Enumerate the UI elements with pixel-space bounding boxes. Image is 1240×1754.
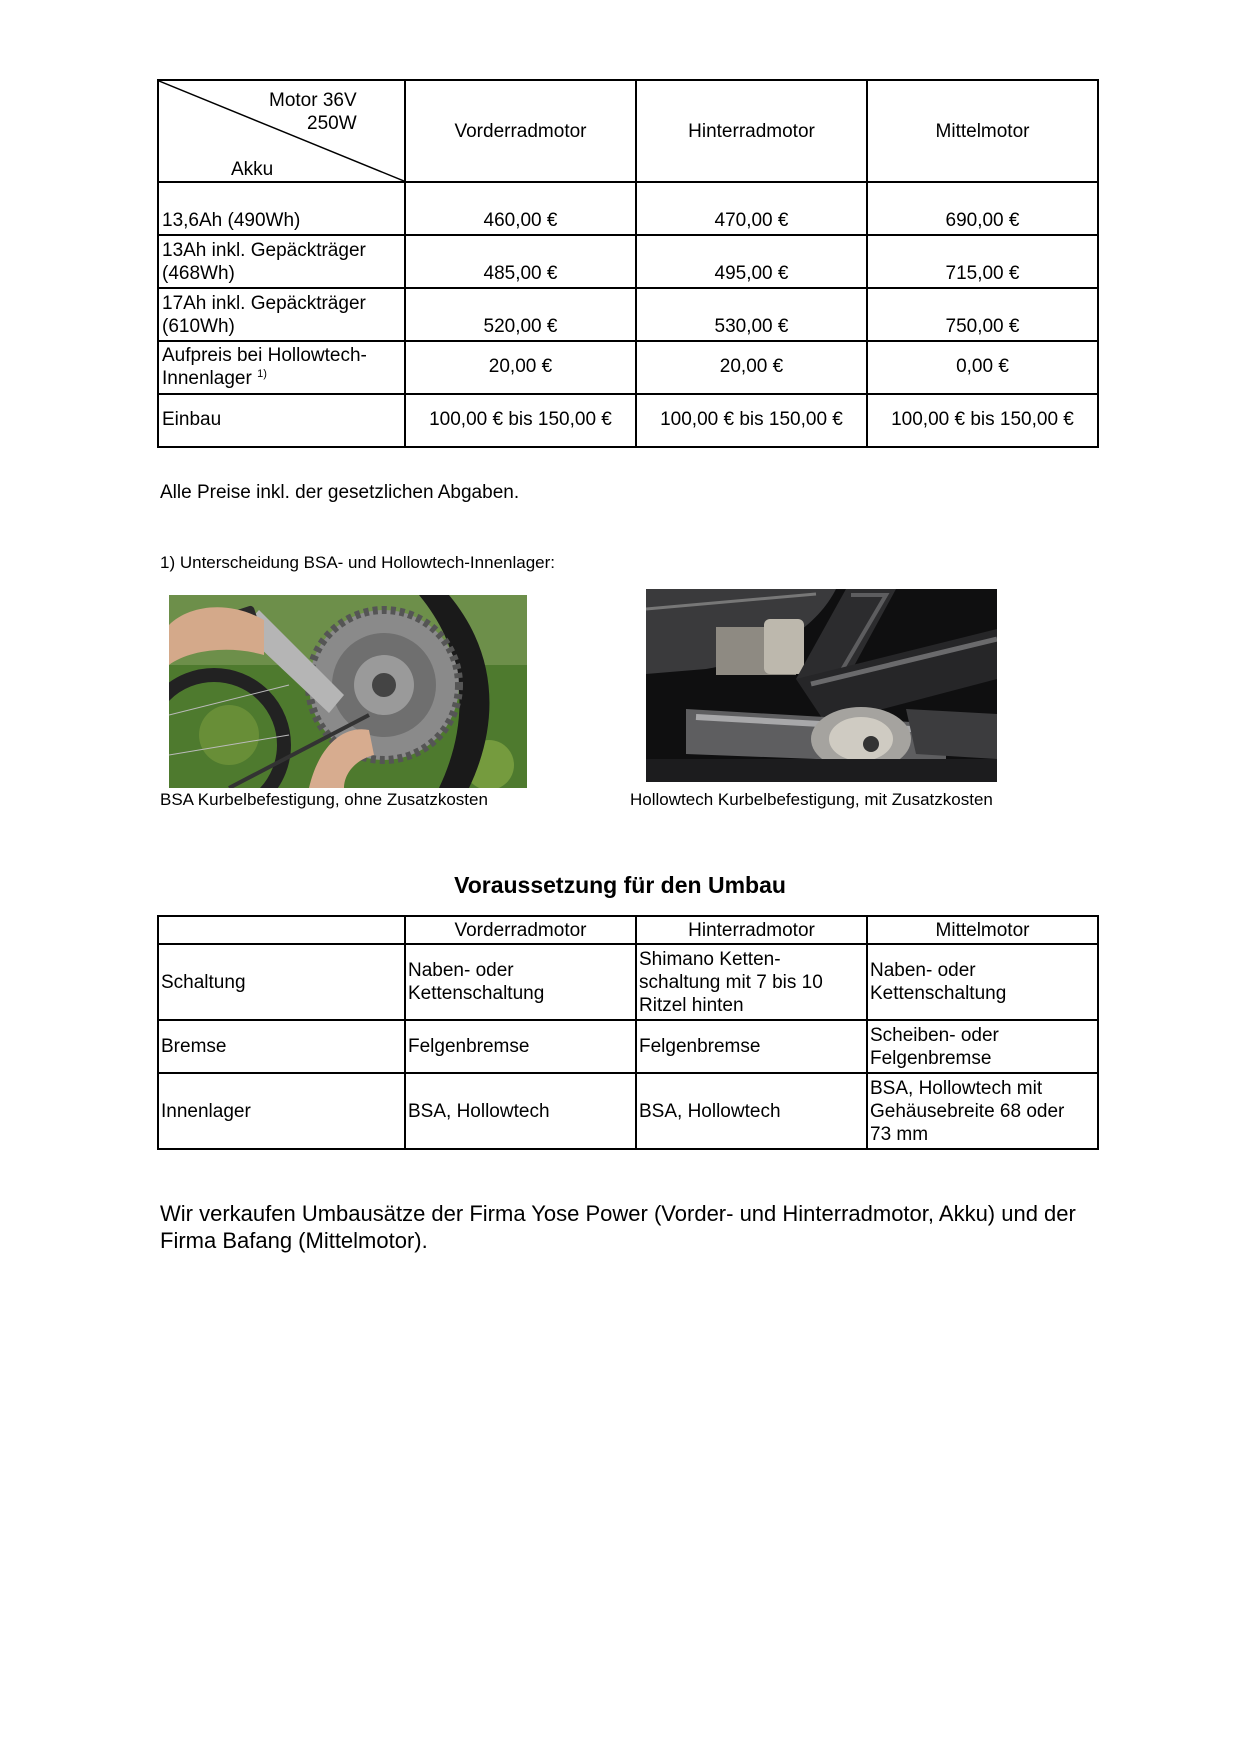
table-row [158,1020,1098,1073]
price-cell: 530,00 € [636,288,867,341]
cell-line: 73 mm [870,1123,929,1145]
hollowtech-caption: Hollowtech Kurbelbefestigung, mit Zusatzkosten [630,790,993,809]
cell-line: Naben- oder [408,960,514,981]
row-label [158,394,405,447]
table-row [158,235,1098,288]
cell-line: Gehäusebreite 68 oder [870,1100,1065,1122]
row-label-line1: Aufpreis bei Hollowtech- [162,344,367,366]
requirement-cell [867,1020,1098,1073]
motor-label-line2: 250W [307,113,357,134]
row-label-line2: Innenlager [162,367,252,389]
requirement-cell [636,1020,867,1073]
bsa-crank-photo [169,595,527,788]
column-header: Mittelmotor [867,80,1098,182]
column-header: Mittelmotor [867,916,1098,944]
price-cell: 0,00 € [867,341,1098,394]
cell-line: BSA, Hollowtech [639,1100,781,1122]
price-cell: 100,00 € bis 150,00 € [867,394,1098,447]
row-label [158,341,405,394]
motor-label [269,89,357,135]
prices-note: Alle Preise inkl. der gesetzlichen Abgaben. [160,482,520,503]
column-header: Vorderradmotor [405,916,636,944]
table-row [158,288,1098,341]
cell-line: Naben- oder [870,960,976,981]
footnote-heading: 1) Unterscheidung BSA- und Hollowtech-Innenlager: [160,553,556,572]
price-cell: 100,00 € bis 150,00 € [636,394,867,447]
requirements-table [157,915,1099,1150]
footnote-marker: 1) [257,367,267,380]
cell-line: Ritzel hinten [639,994,744,1016]
price-table-header-row [158,80,1098,182]
cell-line: BSA, Hollowtech mit [870,1077,1043,1099]
cell-line: Shimano Ketten- [639,948,781,970]
requirements-header-row [158,916,1098,944]
cell-line: Felgenbremse [639,1036,761,1057]
cell-line: BSA, Hollowtech [408,1100,550,1122]
requirement-cell [636,944,867,1020]
table-row [158,394,1098,447]
row-label: Innenlager [158,1073,405,1149]
column-header: Hinterradmotor [636,916,867,944]
price-cell: 470,00 € [636,182,867,235]
hollowtech-crank-photo [646,589,997,782]
akku-label: Akku [231,159,274,180]
row-label [158,288,405,341]
row-label [158,182,405,235]
price-cell: 495,00 € [636,235,867,288]
price-cell: 460,00 € [405,182,636,235]
requirement-cell [867,1073,1098,1149]
requirement-cell [867,944,1098,1020]
row-label: Bremse [158,1020,405,1073]
corner-cell [158,80,405,182]
row-label-line1: 17Ah inkl. Gepäckträger [162,293,366,314]
empty-header-cell [158,916,405,944]
bsa-caption: BSA Kurbelbefestigung, ohne Zusatzkosten [160,790,488,809]
cell-line: Kettenschaltung [408,983,545,1004]
cell-line: schaltung mit 7 bis 10 [639,971,823,993]
price-cell: 485,00 € [405,235,636,288]
requirement-cell [405,944,636,1020]
price-cell: 20,00 € [405,341,636,394]
row-label-line1: 13Ah inkl. Gepäckträger [162,240,366,261]
row-label-line1: Einbau [162,409,222,430]
motor-label-line1: Motor 36V [269,90,357,111]
requirement-cell [636,1073,867,1149]
row-label-line1: 13,6Ah (490Wh) [162,210,301,231]
cell-line: Felgenbremse [408,1036,530,1057]
cell-line: Scheiben- oder [870,1024,999,1046]
price-cell: 750,00 € [867,288,1098,341]
table-row [158,1073,1098,1149]
price-cell: 100,00 € bis 150,00 € [405,394,636,447]
row-label [158,235,405,288]
cell-line: Kettenschaltung [870,983,1007,1004]
row-label-line2: (610Wh) [162,316,235,337]
requirement-cell [405,1020,636,1073]
table-row [158,341,1098,394]
price-cell: 520,00 € [405,288,636,341]
table-row [158,182,1098,235]
price-cell: 715,00 € [867,235,1098,288]
requirements-title: Voraussetzung für den Umbau [454,872,786,898]
row-label: Schaltung [158,944,405,1020]
closing-paragraph: Wir verkaufen Umbausätze der Firma Yose Power (Vorder- und Hinterradmotor, Akku) und der Firma Bafang (Mittelmotor). [160,1201,1076,1253]
price-cell: 20,00 € [636,341,867,394]
price-table [157,79,1099,448]
price-cell: 690,00 € [867,182,1098,235]
cell-line: Felgenbremse [870,1047,992,1069]
requirement-cell [405,1073,636,1149]
column-header: Vorderradmotor [405,80,636,182]
row-label-line2: (468Wh) [162,263,235,284]
table-row [158,944,1098,1020]
column-header: Hinterradmotor [636,80,867,182]
